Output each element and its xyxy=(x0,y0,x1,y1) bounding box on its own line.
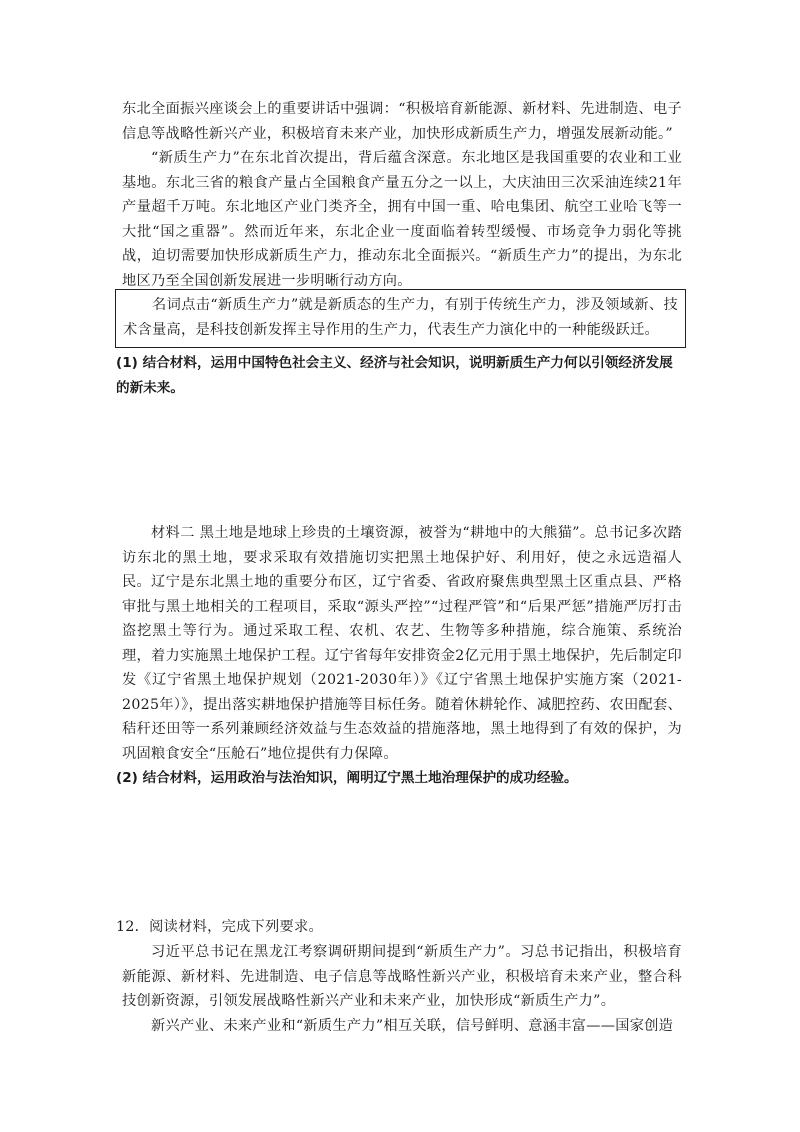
xi-paragraph: 习近平总书记在黑龙江考察调研期间提到“新质生产力”。习总书记指出，积极培育新能源、新材料、先进制造、电子信息等战略性新兴产业，积极培育未来产业，整合科技创新资源，引领发展战略性新兴产业和未来产业，加快形成“新质生产力”。 xyxy=(122,944,682,1009)
background-paragraph: “新质生产力”在东北首次提出，背后蕴含深意。东北地区是我国重要的农业和工业基地。东北三省的粮食产量占全国粮食产量五分之一以上，大庆油田三次采油连续21年产量超千万吨。东北地区产业门类齐全，拥有中国一重、哈电集团、航空工业哈飞等一大批“国之重器”。然而近年来，东北企业一度面临着转型缓慢、市场竞争力弱化等挑战，迫切需要加快形成新质生产力，推动东北全面振兴。“新质生产力”的提出，为东北地区乃至全国创新发展进一步明晰行动方向。 xyxy=(122,150,682,289)
question-12-heading: 12．阅读材料，完成下列要求。 xyxy=(116,919,323,935)
liaoning-paragraph: 辽宁是东北黑土地的重要分布区，辽宁省委、省政府聚焦典型黑土区重点县、严格审批与黑土地相关的工程项目，采取“源头严控”“过程严管”和“后果严惩”措施严厉打击盗挖黑土等行为。通过采取工程、农机、农艺、生物等多种措施，综合施策、系统治理，着力实施黑土地保护工程。辽宁省每年安排资金2亿元用于黑土地保护，先后制定印发《辽宁省黑土地保护规划（2021-2030年）》《辽宁省黑土地保护实施方案（2021-2025年）》，提出落实耕地保护措施等目标任务。随着休耕轮作、减肥控药、农田配套、秸秆还田等一系列兼顾经济效益与生态效益的措施落地，黑土地得到了有效的保护，为巩固粮食安全“压舱石”地位提供有力保障。 xyxy=(122,574,682,762)
material-intro-paragraph: 东北全面振兴座谈会上的重要讲话中强调：“积极培育新能源、新材料、先进制造、电子信息等战略性新兴产业，积极培育未来产业，加快形成新质生产力，增强发展新动能。” xyxy=(122,101,682,142)
question-2: (2) 结合材料，运用政治与法治知识，阐明辽宁黑土地治理保护的成功经验。 xyxy=(116,770,578,786)
definition-text: 名词点击“新质生产力”就是新质态的生产力，有别于传统生产力，涉及领域新、技术含量高，是科技创新发挥主导作用的生产力，代表生产力演化中的一种能级跃迁。 xyxy=(123,297,678,338)
relation-paragraph: 新兴产业、未来产业和“新质生产力”相互关联，信号鲜明、意涵丰富——国家创造 xyxy=(151,1018,674,1034)
definition-box xyxy=(115,289,686,348)
material-2-paragraph: 材料二 黑土地是地球上珍贵的土壤资源，被誉为“耕地中的大熊猫”。总书记多次踏访东北的黑土地，要求采取有效措施切实把黑土地保护好、利用好，使之永远造福人民。 xyxy=(122,525,682,590)
question-1: (1) 结合材料，运用中国特色社会主义、经济与社会知识，说明新质生产力何以引领经济发展的新未来。 xyxy=(116,355,673,396)
